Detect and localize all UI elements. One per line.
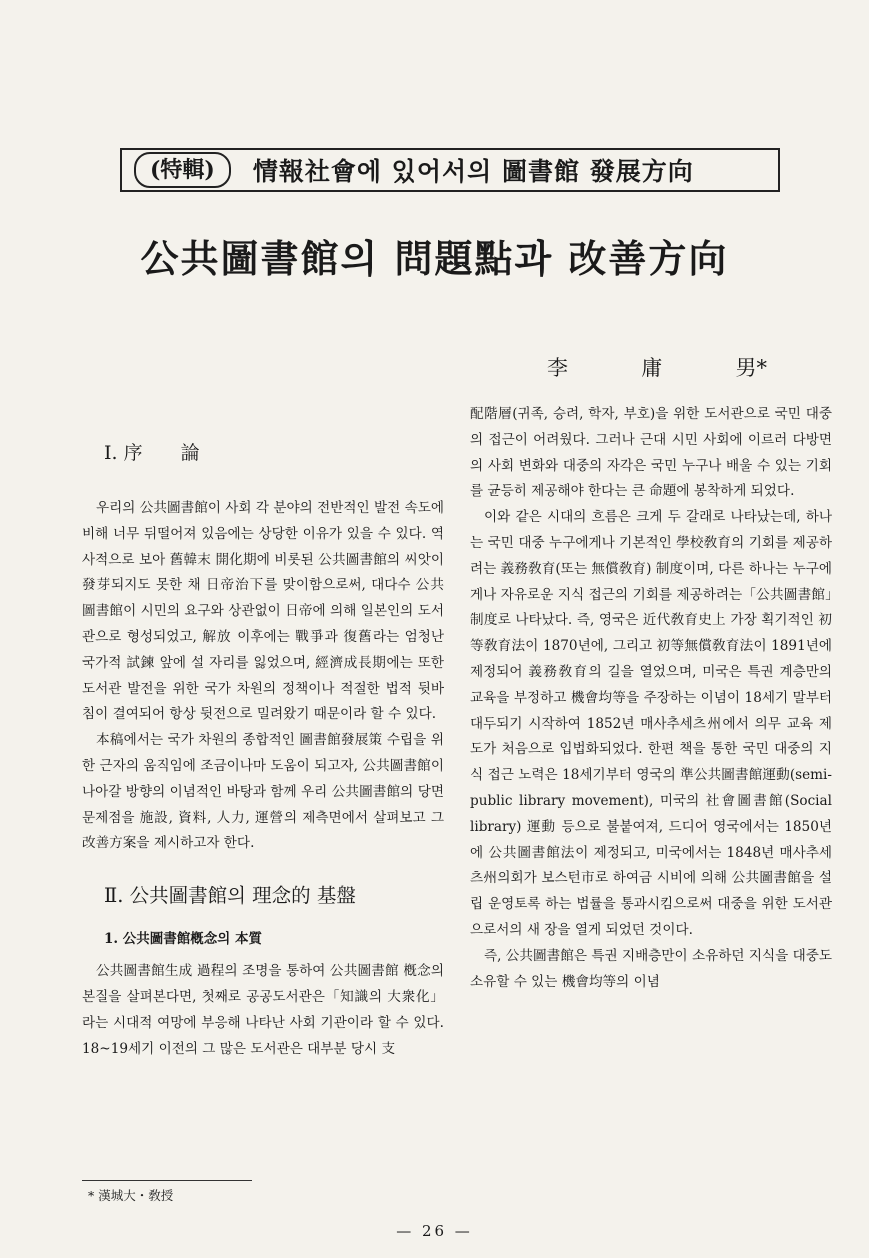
left-paragraph-2: 本稿에서는 국가 차원의 종합적인 圖書館發展策 수립을 위한 근자의 움직임에 조금이나마 도움이 되고자, 公共圖書館이 나아갈 방향의 이념적인 바탕과 함께 우리 公共圖書館의 당면 문제점을 施設, 資料, 人力, 運營의 제측면에서 살펴보고 그 改善方案을 제시하고자 한다. (82, 732, 444, 852)
author-char-2: 庸 (641, 356, 663, 380)
page-number: — 26 — (396, 1222, 473, 1240)
section-heading-1: Ⅰ. 序 論 (104, 442, 200, 464)
right-paragraph-2: 이와 같은 시대의 흐름은 크게 두 갈래로 나타났는데, 하나는 국민 대중 누구에게나 기본적인 學校敎育의 기회를 제공하려는 義務敎育(또는 無償敎育) 制度이며, 다른 하나는 누구에게나 자유로운 지식 접근의 기회를 제공하려는「公共圖書館」制度로 나타났다. 즉, 영국은 近代敎育史上 가장 획기적인 初等敎育法이 1870년에, 그리고 初等無償敎育法이 1891년에 제정되어 義務敎育의 길을 열었으며, 미국은 특권 계층만의 교육을 부정하고 機會均等을 주장하는 이념이 18세기 말부터 대두되기 시작하여 1852년 매사추세츠州에서 의무 교육 제도가 처음으로 입법화되었다. 한편 책을 통한 국민 대중의 지식 접근 노력은 18세기부터 영국의 準公共圖書館運動(semi-public library movement), 미국의 社會圖書館(Social library) 運動 등으로 불붙여져, 드디어 영국에서는 1850년에 公共圖書館法이 제정되고, 미국에서는 1848년 매사추세츠州의회가 보스턴市로 하여금 시비에 의해 公共圖書館을 설립 운영토록 하는 법률을 통과시킴으로써 대중을 위한 도서관으로서의 새 장을 열게 되었던 것이다. (470, 509, 832, 938)
author-char-3: 男* (735, 356, 767, 380)
right-column (470, 402, 832, 995)
footnote: * 漢城大・敎授 (88, 1188, 174, 1203)
footnote-rule (82, 1180, 252, 1181)
right-paragraph-1: 配階層(귀족, 승려, 학자, 부호)을 위한 도서관으로 국민 대중의 접근이 어려웠다. 그러나 근대 시민 사회에 이르러 다방면의 사회 변화와 대중의 자각은 국민 누구나 배울 수 있는 기회를 균등히 제공해야 한다는 큰 命題에 봉착하게 되었다. (470, 406, 832, 500)
right-paragraph-3: 즉, 公共圖書館은 특권 지배층만이 소유하던 지식을 대중도 소유할 수 있는 機會均等의 이념 (470, 947, 832, 990)
banner-theme: 情報社會에 있어서의 圖書館 發展方向 (252, 157, 694, 186)
left-column (82, 438, 444, 1062)
section-heading-2: Ⅱ. 公共圖書館의 理念的 基盤 (104, 884, 356, 908)
author-name (547, 352, 767, 382)
author-char-1: 李 (547, 356, 568, 380)
special-issue-banner (120, 148, 780, 192)
subsection-heading-1: 1. 公共圖書館槪念의 本質 (104, 931, 263, 948)
article-title: 公共圖書館의 問題點과 改善方向 (140, 236, 729, 281)
left-paragraph-3: 公共圖書館生成 過程의 조명을 통하여 公共圖書館 槪念의 본질을 살펴본다면, 첫째로 공공도서관은「知識의 大衆化」라는 시대적 여망에 부응해 나타난 사회 기관이라 할 수 있다. 18~19세기 이전의 그 많은 도서관은 대부분 당시 支 (82, 963, 444, 1057)
left-paragraph-1: 우리의 公共圖書館이 사회 각 분야의 전반적인 발전 속도에 비해 너무 뒤떨어져 있음에는 상당한 이유가 있을 수 있다. 역사적으로 보아 舊韓末 開化期에 비롯된 公共圖書館의 씨앗이 發芽되지도 못한 채 日帝治下를 맞이함으로써, 대다수 公共圖書館이 시민의 요구와 상관없이 日帝에 의해 일본인의 도서관으로 형성되었고, 解放 이후에는 戰爭과 復舊라는 엄청난 국가적 試鍊 앞에 설 자리를 잃었으며, 經濟成長期에는 또한 도서관 발전을 위한 국가 차원의 정책이나 적절한 법적 뒷바침이 결여되어 항상 뒷전으로 밀려왔기 때문이라 할 수 있다. (82, 500, 444, 723)
banner-tag: (特輯) (134, 152, 231, 188)
